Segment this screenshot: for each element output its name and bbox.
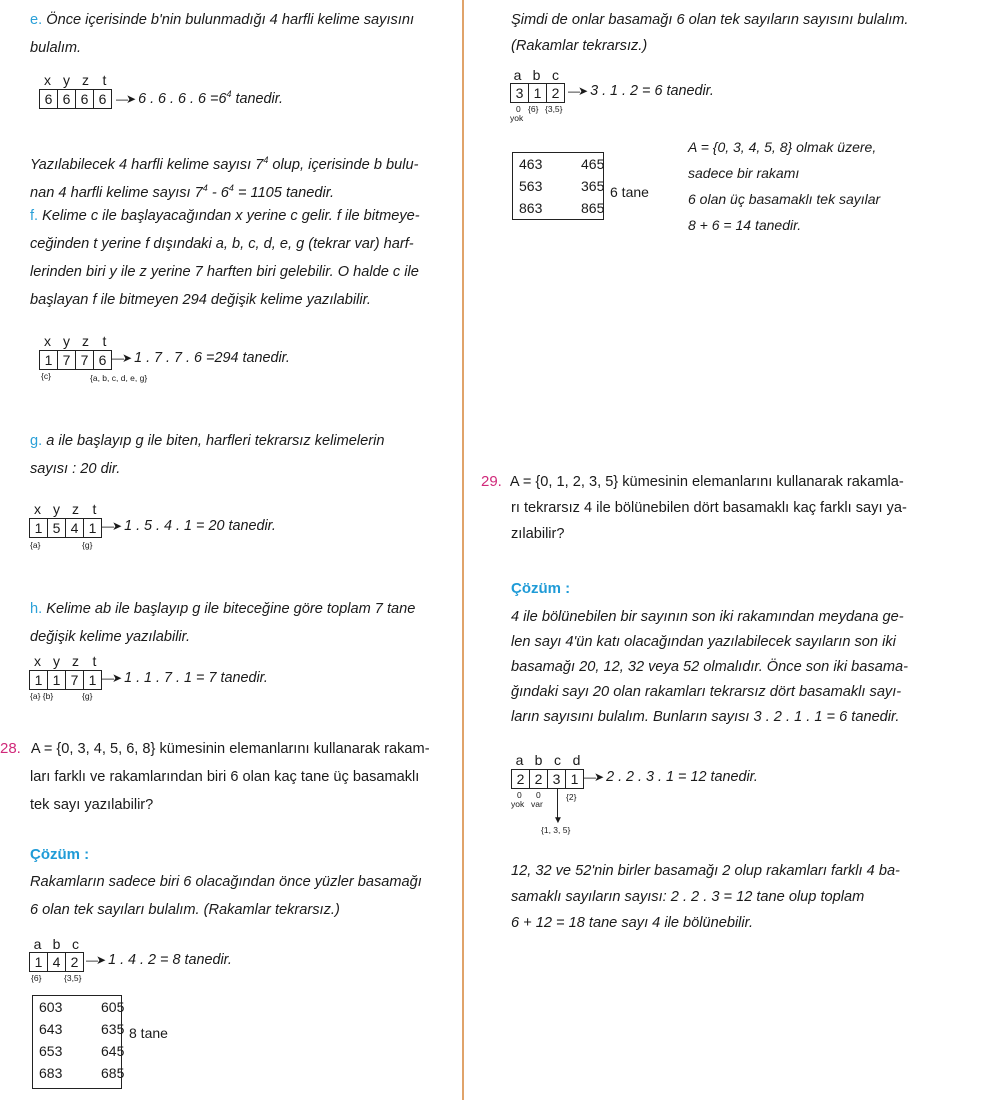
q29-boxes [511,769,584,789]
arrow-icon: —➤ [116,91,135,106]
header-z: z [72,653,79,669]
text: Kelime c ile başlayacağından x yerine c gelir. f ile bitmeye- [38,208,420,224]
item-h-label: h. [30,601,43,617]
box: 1 [83,671,101,689]
box: 6 [75,90,93,108]
q28-result [86,952,232,968]
box: 1 [34,954,43,970]
table-row [33,996,125,1018]
header-x: x [44,72,51,88]
cell: 635 [101,1021,125,1037]
q29-sub-a-top: 0 [517,790,522,800]
item-g-boxes [29,518,102,538]
header-a: a [513,67,522,83]
result-text: 1 . 4 . 2 = 8 tanedir. [108,952,232,968]
box: 5 [47,519,65,537]
box: 6 [57,90,75,108]
header-y: y [53,653,60,669]
item-f-line2: ceğinden t yerine f dışındaki a, b, c, d, e, g (tekrar var) harf- [30,236,414,252]
item-e-boxes [39,89,112,109]
item-f-label: f. [30,208,39,224]
table-row [513,153,603,175]
item-g-sub-x: {a} [30,540,41,550]
box: 6 [44,91,53,107]
box: 7 [75,351,93,369]
text: A = {0, 1, 2, 3, 5} kümesinin elemanlarını kullanarak rakamla- [509,474,904,490]
item-f-result [112,350,290,366]
cont-number-table [512,152,604,220]
box: 1 [83,519,101,537]
box: 2 [516,771,525,787]
item-h-header [28,653,104,669]
header-b: b [52,936,61,952]
item-f-line1 [30,202,420,230]
cell: 463 [519,156,543,172]
header-y: y [53,501,60,517]
item-h-result [102,670,268,686]
cell: 685 [101,1065,125,1081]
box: 1 [528,84,546,102]
cont-sub-a-top: 0 [516,104,521,114]
header-c: c [552,67,559,83]
cell: 603 [39,999,63,1015]
box: 2 [529,770,547,788]
result-text: 6 . 6 . 6 . 6 =6 [138,90,227,107]
result-text: 1 . 7 . 7 . 6 =294 tanedir. [134,350,290,366]
cell: 645 [101,1043,125,1059]
question-28-line1 [0,735,430,763]
item-h-line1 [30,595,415,623]
item-g-line2: sayısı : 20 dir. [30,461,121,477]
q28-sub-c: {3,5} [64,973,82,983]
header-x: x [34,653,41,669]
item-f-sub-t: {a, b, c, d, e, g} [90,373,148,383]
arrow-icon: —➤ [86,953,105,967]
box: 4 [65,519,83,537]
cell: 683 [39,1065,63,1081]
box: 1 [34,520,43,536]
header-y: y [63,72,70,88]
question-29-line1 [481,468,904,496]
item-e-text: Önce içerisinde b'nin bulunmadığı 4 harfli kelime sayısını [42,12,415,28]
box: 1 [565,770,583,788]
table-row [33,1018,125,1040]
cont-sub-b: {6} [528,104,539,114]
q28-table-note: 8 tane [129,1025,168,1041]
cont-table-note: 6 tane [610,184,649,200]
arrow-icon: —➤ [102,519,121,533]
question-number: 29. [481,473,502,490]
header-t: t [92,501,97,517]
q29-final-line3: 6 + 12 = 18 tane sayı 4 ile bölünebilir. [511,915,754,931]
solution-29-line1: 4 ile bölünebilen bir sayının son iki rakamından meydana ge- [511,609,904,625]
q29-sub-b-top: 0 [536,790,541,800]
sup: 4 [202,183,208,193]
solution-28-label: Çözüm : [30,846,90,863]
q29-final-line1: 12, 32 ve 52'nin birler basamağı 2 olup rakamları farklı 4 ba- [511,863,900,879]
q29-result [584,769,758,785]
header-z: z [82,333,89,349]
item-f-line4: başlayan f ile bitmeyen 294 değişik kelime yazılabilir. [30,292,371,308]
item-e-label: e. [30,12,43,28]
item-f-header [38,333,114,349]
header-b: b [532,67,541,83]
text: olup, içerisinde b bulu- [268,156,419,173]
item-f-sub-x: {c} [41,371,51,381]
q29-sub-a-bottom: yok [511,799,525,809]
item-e-line1 [30,6,414,34]
solution-29-line4: ğındaki sayı 20 olan rakamları tekrarsız dört basamaklı sayı- [511,684,902,700]
solution-29-line5: ların sayısını bulalım. Bunların sayısı 3 . 2 . 1 . 1 = 6 tanedir. [511,709,900,725]
question-28-line3: tek sayı yazılabilir? [30,797,154,813]
item-f-line3: lerinden biri y ile z yerine 7 harften biri gelebilir. O halde c ile [30,264,419,280]
box: 6 [93,351,111,369]
item-g-header [28,501,104,517]
header-t: t [92,653,97,669]
sup: 4 [228,183,234,193]
item-h-sub-xy: {a} {b} [30,691,54,701]
box: 7 [65,671,83,689]
box: 2 [546,84,564,102]
arrow-icon: —➤ [102,671,121,685]
result-tail: tanedir. [231,90,283,107]
item-f-boxes [39,350,112,370]
table-row [33,1062,125,1084]
column-divider [462,0,464,1100]
solution-28-line2: 6 olan tek sayıları bulalım. (Rakamlar tekrarsız.) [30,902,340,918]
q28-boxes [29,952,84,972]
text: nan 4 harfli kelime sayısı 7 [30,184,203,201]
box: 1 [47,671,65,689]
item-h-sub-t: {g} [82,691,93,701]
box: 6 [93,90,111,108]
header-x: x [34,501,41,517]
cell: 863 [519,200,543,216]
cont-line1: Şimdi de onlar basamağı 6 olan tek sayıların sayısını bulalım. [511,12,909,28]
header-c: c [72,936,79,952]
arrow-icon: —➤ [584,770,603,784]
table-row [33,1040,125,1062]
sup: 4 [263,155,269,165]
text: = 1105 tanedir. [233,184,335,201]
cont-boxes [510,83,565,103]
item-g-result [102,518,276,534]
cont-side-line3: 6 olan üç basamaklı tek sayılar [688,191,881,207]
item-g-line1 [30,427,384,455]
result-text: 2 . 2 . 3 . 1 = 12 tanedir. [606,769,758,785]
cont-side-line1: A = {0, 3, 4, 5, 8} olmak üzere, [688,139,877,155]
table-row [513,197,603,219]
header-d: d [572,752,581,768]
arrow-icon: —➤ [568,84,587,98]
header-b: b [534,752,543,768]
box: 2 [65,953,83,971]
item-e-line2: bulalım. [30,40,82,56]
box: 4 [47,953,65,971]
solution-29-line2: len sayı 4'ün katı olacağından yazılabilecek sayıların son iki [511,634,896,650]
q29-sub-b-bottom: var [531,799,543,809]
header-z: z [72,501,79,517]
item-e-header [38,72,114,88]
item-h-line2: değişik kelime yazılabilir. [30,629,191,645]
header-t: t [102,72,107,88]
q28-sub-a: {6} [31,973,42,983]
cont-side-line2: sadece bir rakamı [688,165,800,181]
cell: 563 [519,178,543,194]
box: 3 [515,85,524,101]
cell: 865 [581,200,605,216]
question-number: 28. [0,740,21,757]
item-e-result [116,89,283,107]
header-c: c [554,752,561,768]
q28-header [28,936,85,952]
cont-sub-c: {3,5} [545,104,563,114]
item-h-boxes [29,670,102,690]
arrow-icon: —➤ [112,351,131,365]
cont-header [508,67,565,83]
header-y: y [63,333,70,349]
q29-sub-d: {2} [566,792,577,802]
cell: 653 [39,1043,63,1059]
header-x: x [44,333,51,349]
text: A = {0, 3, 4, 5, 6, 8} kümesinin elemanlarını kullanarak rakam- [30,741,430,757]
header-a: a [515,752,524,768]
text: - 6 [207,184,229,201]
question-29-line3: zılabilir? [511,526,565,542]
item-g-sub-t: {g} [82,540,93,550]
header-z: z [82,72,89,88]
text: a ile başlayıp g ile biten, harfleri tekrarsız kelimelerin [42,433,385,449]
cell: 643 [39,1021,63,1037]
result-text: 1 . 5 . 4 . 1 = 20 tanedir. [124,518,276,534]
box: 3 [547,770,565,788]
text: Kelime ab ile başlayıp g ile biteceğine göre toplam 7 tane [42,601,416,617]
solution-29-label: Çözüm : [511,580,571,597]
down-arrow-icon: ▼ [553,815,563,826]
box: 7 [57,351,75,369]
question-29-line2: rı tekrarsız 4 ile bölünebilen dört basamaklı kaç farklı sayı ya- [511,500,907,516]
q29-final-line2: samaklı sayıların sayısı: 2 . 2 . 3 = 12 tane olup toplam [511,889,865,905]
solution-29-line3: basamağı 20, 12, 32 veya 52 olmalıdır. Önce son iki basama- [511,659,908,675]
cell: 365 [581,178,605,194]
q28-number-table [32,995,125,1089]
header-t: t [102,333,107,349]
box: 1 [34,672,43,688]
item-g-label: g. [30,433,43,449]
result-text: 1 . 1 . 7 . 1 = 7 tanedir. [124,670,268,686]
result-text: 3 . 1 . 2 = 6 tanedir. [590,83,714,99]
cont-side-line4: 8 + 6 = 14 tanedir. [688,217,802,233]
box: 1 [44,352,53,368]
header-a: a [33,936,42,952]
cont-result [568,83,714,99]
question-28-line2: ları farklı ve rakamlarından biri 6 olan kaç tane üç basamaklı [30,769,420,785]
cell: 465 [581,156,605,172]
q29-sub-c-arrow: {1, 3, 5} [541,825,571,835]
cell: 605 [101,999,125,1015]
q29-header [510,752,586,768]
text: Yazılabilecek 4 harfli kelime sayısı 7 [30,156,264,173]
cont-line2: (Rakamlar tekrarsız.) [511,38,648,54]
table-row [513,175,603,197]
solution-28-line1: Rakamların sadece biri 6 olacağından önce yüzler basamağı [30,874,422,890]
cont-sub-a-bottom: yok [510,113,524,123]
result-sup: 4 [226,89,232,99]
